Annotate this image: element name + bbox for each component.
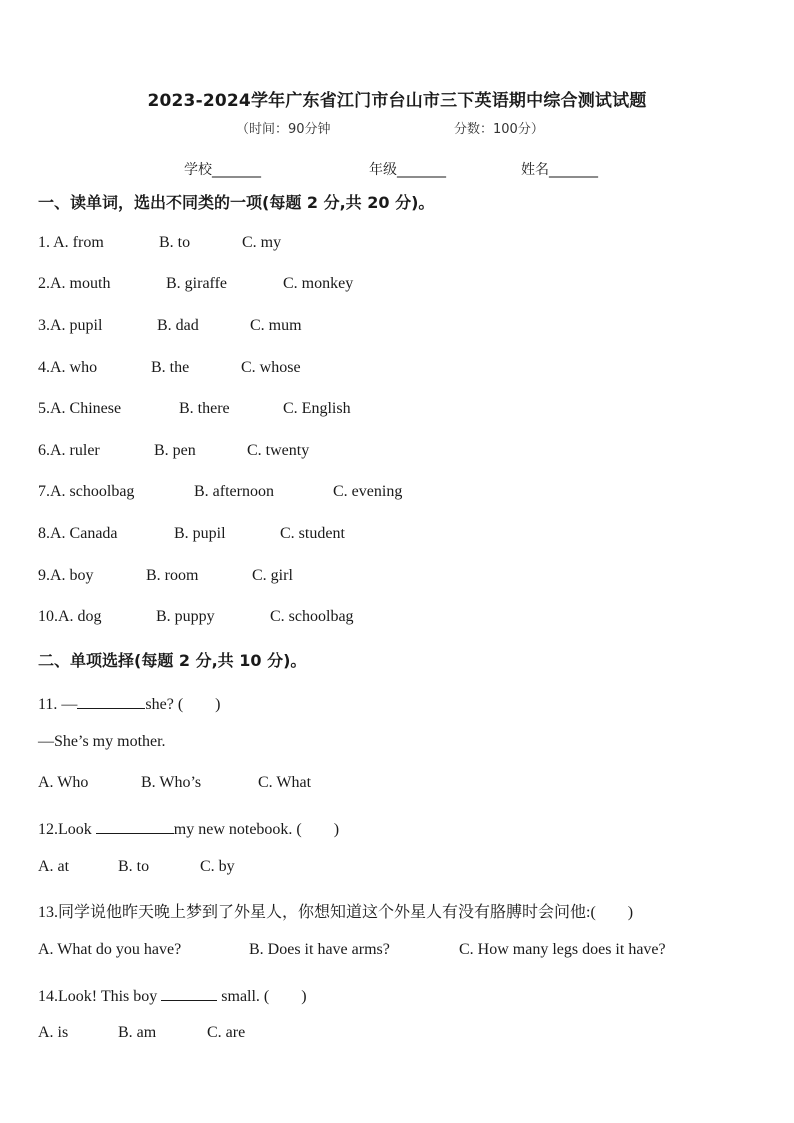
question-13-options: [38, 941, 666, 959]
option-c: C. girl: [252, 567, 293, 584]
option-b: B. the: [151, 359, 190, 376]
question-7: [38, 483, 403, 501]
option-a: A. What do you have?: [38, 941, 182, 958]
option-b: B. room: [146, 567, 199, 584]
option-b: B. Who’s: [141, 774, 202, 791]
option-b: B. there: [179, 400, 230, 417]
option-b: B. am: [118, 1024, 157, 1041]
option-c: C. twenty: [247, 442, 310, 459]
question-1: [38, 234, 282, 252]
question-6: [38, 442, 310, 460]
option-a: A. is: [38, 1024, 69, 1041]
exam-time: （时间：90分钟: [236, 122, 331, 137]
option-c: C. English: [283, 400, 351, 417]
option-a: A. mouth: [50, 275, 111, 292]
page-title: 2023-2024学年广东省江门市台山市三下英语期中综合测试试题: [147, 91, 647, 111]
grade-field: 年级_______: [369, 162, 446, 178]
question-suffix: small. ( ): [217, 988, 307, 1005]
option-c: C. schoolbag: [270, 608, 354, 625]
question-number: 4.: [38, 359, 50, 376]
question-12: [38, 816, 339, 839]
option-c: C. How many legs does it have?: [459, 941, 666, 958]
option-a: A. dog: [58, 608, 102, 625]
answer-blank: [96, 819, 174, 834]
option-a: A. from: [53, 234, 104, 251]
name-field: 姓名_______: [521, 162, 598, 178]
option-b: B. afternoon: [194, 483, 274, 500]
option-b: B. Does it have arms?: [249, 941, 390, 958]
option-a: A. pupil: [50, 317, 103, 334]
question-3: [38, 317, 302, 335]
option-a: A. who: [50, 359, 98, 376]
question-prefix: 11. —: [38, 696, 78, 713]
option-a: A. Canada: [50, 525, 118, 542]
option-c: C. my: [242, 234, 282, 251]
option-c: C. whose: [241, 359, 301, 376]
question-12-options: [38, 858, 235, 876]
option-c: C. by: [200, 858, 235, 875]
school-field: 学校_______: [184, 162, 261, 178]
option-b: B. pupil: [174, 525, 226, 542]
answer-blank: [77, 694, 145, 709]
question-prefix: 14.Look! This boy: [38, 988, 162, 1005]
answer-blank: [161, 986, 217, 1001]
option-a: A. schoolbag: [50, 483, 135, 500]
option-a: A. Who: [38, 774, 89, 791]
question-11: [38, 691, 221, 714]
question-14-options: [38, 1024, 246, 1042]
option-c: C. monkey: [283, 275, 354, 292]
question-8: [38, 525, 345, 543]
option-b: B. giraffe: [166, 275, 228, 292]
question-number: 9.: [38, 567, 50, 584]
option-b: B. puppy: [156, 608, 215, 625]
question-number: 5.: [38, 400, 50, 417]
question-number: 3.: [38, 317, 50, 334]
question-10: [38, 608, 354, 626]
question-number: 6.: [38, 442, 50, 459]
question-9: [38, 567, 293, 585]
exam-score: 分数：100分）: [454, 122, 544, 137]
question-number: 7.: [38, 483, 50, 500]
question-14: [38, 983, 307, 1006]
option-c: C. are: [207, 1024, 246, 1041]
question-11-options: [38, 774, 312, 792]
option-a: A. ruler: [50, 442, 100, 459]
option-b: B. pen: [154, 442, 196, 459]
question-13: 13.同学说他昨天晚上梦到了外星人，你想知道这个外星人有没有胳膊时会问他:( ): [38, 904, 634, 921]
question-number: 10.: [38, 608, 58, 625]
question-4: [38, 359, 301, 377]
option-c: C. What: [258, 774, 312, 791]
option-b: B. dad: [157, 317, 199, 334]
option-c: C. evening: [333, 483, 403, 500]
exam-meta: [236, 118, 544, 137]
question-11-answer: —She’s my mother.: [38, 733, 166, 750]
question-2: [38, 275, 354, 293]
question-prefix: 12.Look: [38, 821, 96, 838]
option-a: A. at: [38, 858, 70, 875]
section-1-title: 一、读单词，选出不同类的一项(每题 2 分,共 20 分)。: [38, 193, 435, 212]
option-c: C. student: [280, 525, 345, 542]
option-a: A. boy: [50, 567, 94, 584]
question-5: [38, 400, 351, 418]
question-number: 2.: [38, 275, 50, 292]
question-number: 8.: [38, 525, 50, 542]
question-suffix: she? ( ): [145, 696, 221, 713]
section-2-title: 二、单项选择(每题 2 分,共 10 分)。: [38, 651, 307, 670]
question-suffix: my new notebook. ( ): [173, 821, 340, 838]
option-b: B. to: [118, 858, 150, 875]
option-c: C. mum: [250, 317, 302, 334]
option-a: A. Chinese: [50, 400, 122, 417]
option-b: B. to: [159, 234, 191, 251]
question-number: 1.: [38, 234, 54, 251]
